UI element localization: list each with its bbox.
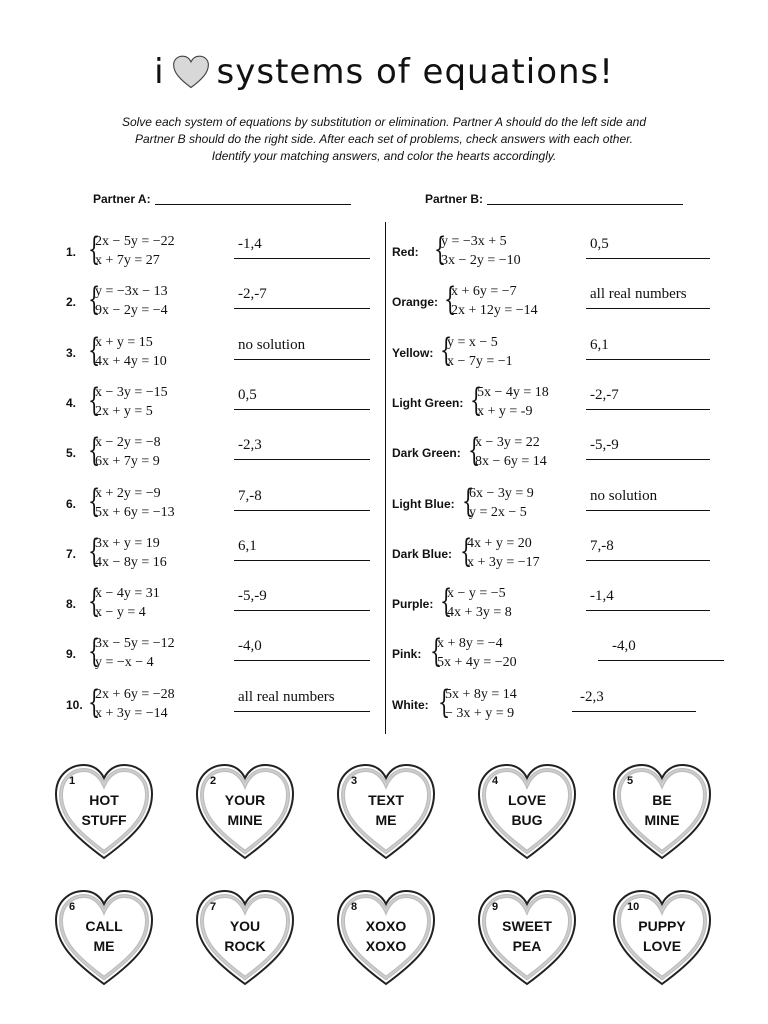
equation-1: x − 3y = −15	[95, 385, 168, 400]
equation-1: x + y = 15	[95, 335, 153, 350]
problem-number: 4.	[66, 396, 77, 410]
heart-message	[193, 916, 297, 956]
heart-number: 6	[69, 901, 76, 913]
heart-message-line-2: ROCK	[224, 938, 266, 954]
system-brace: {	[88, 381, 101, 419]
heart-message	[334, 916, 438, 956]
heart-message-line-1: SWEET	[502, 918, 552, 934]
heart-message-line-2: ME	[93, 938, 115, 954]
problem-number: 1.	[66, 245, 77, 259]
system-brace: {	[88, 632, 101, 670]
equation-2: x + 3y = −17	[467, 555, 540, 570]
equation-2: 9x − 2y = −4	[95, 303, 168, 318]
conversation-heart[interactable]	[610, 886, 714, 990]
equation-2: 4x + 3y = 8	[447, 605, 512, 620]
equation-system	[447, 333, 513, 371]
conversation-heart[interactable]	[52, 886, 156, 990]
partner-a-label: Partner A:	[93, 192, 151, 206]
equation-1: x − y = −5	[447, 586, 506, 601]
color-label: Pink:	[392, 647, 422, 661]
equation-2: 4x + 4y = 10	[95, 354, 167, 369]
color-label: Dark Green:	[392, 446, 461, 460]
answer-text[interactable]: -1,4	[238, 236, 262, 252]
equation-1: x + 6y = −7	[451, 284, 517, 299]
equation-2: y = 2x − 5	[469, 505, 527, 520]
equation-1: x + 2y = −9	[95, 486, 161, 501]
equation-1: 5x − 4y = 18	[477, 385, 549, 400]
color-label: Orange:	[392, 295, 439, 309]
partner-b-label: Partner B:	[425, 192, 484, 206]
problem-number: 9.	[66, 647, 77, 661]
system-brace: {	[88, 431, 101, 469]
answer-line	[586, 308, 710, 309]
equation-2: x − 7y = −1	[447, 354, 513, 369]
problem-number: 2.	[66, 295, 77, 309]
equation-system	[469, 484, 534, 522]
problem-number: 6.	[66, 497, 77, 511]
conversation-heart[interactable]	[193, 760, 297, 864]
equation-system	[441, 232, 521, 270]
heart-number: 1	[69, 775, 76, 787]
equation-system	[451, 282, 538, 320]
equation-1: x + 8y = −4	[437, 636, 503, 651]
system-brace: {	[434, 230, 447, 268]
equation-1: y = −3x − 13	[95, 284, 168, 299]
problem-number: 10.	[66, 698, 83, 712]
heart-message-line-1: BE	[652, 792, 672, 808]
instructions	[60, 114, 708, 165]
equation-2: 5x + 4y = −20	[437, 655, 517, 670]
answer-line	[572, 711, 696, 712]
answer-text[interactable]: -2,-7	[238, 286, 267, 302]
answer-text[interactable]: 6,1	[590, 337, 609, 353]
heart-number: 3	[351, 775, 358, 787]
conversation-heart[interactable]	[52, 760, 156, 864]
system-brace: {	[470, 381, 483, 419]
heart-message-line-2: MINE	[227, 812, 263, 828]
answer-text[interactable]: -5,-9	[238, 588, 267, 604]
heart-number: 4	[492, 775, 499, 787]
heart-message-line-1: CALL	[85, 918, 123, 934]
conversation-heart[interactable]	[475, 886, 579, 990]
system-brace: {	[468, 431, 481, 469]
instructions-line: Partner B should do the right side. After each set of problems, check answers with each other.	[134, 132, 634, 146]
partner-a-field[interactable]	[93, 192, 351, 206]
heart-number: 10	[627, 901, 640, 913]
conversation-heart[interactable]	[193, 886, 297, 990]
heart-message	[334, 790, 438, 830]
heart-message-line-2: LOVE	[642, 938, 682, 954]
system-brace: {	[88, 331, 101, 369]
equation-system	[445, 685, 517, 723]
partner-b-field[interactable]	[425, 192, 683, 206]
answer-text[interactable]: -4,0	[612, 638, 636, 654]
problem-number: 8.	[66, 597, 77, 611]
equation-1: y = −3x + 5	[441, 234, 507, 249]
problem-row	[0, 282, 768, 328]
answer-text[interactable]: -2,3	[238, 437, 262, 453]
system-brace: {	[440, 582, 453, 620]
heart-message	[475, 790, 579, 830]
equation-system	[467, 534, 540, 572]
partner-b-name-line[interactable]	[487, 194, 683, 205]
problem-row	[0, 383, 768, 429]
equation-1: 5x + 8y = 14	[445, 687, 517, 702]
system-brace: {	[430, 632, 443, 670]
conversation-heart[interactable]	[610, 760, 714, 864]
equation-2: 3x − 2y = −10	[441, 253, 521, 268]
heart-message-line-2: PEA	[512, 938, 542, 954]
answer-line	[586, 560, 710, 561]
title-text: systems of equations!	[216, 52, 614, 92]
system-brace: {	[460, 532, 473, 570]
answer-text[interactable]: no solution	[590, 488, 658, 504]
heart-message-line-1: YOUR	[224, 792, 266, 808]
equation-1: x − 2y = −8	[95, 435, 161, 450]
color-label: Light Green:	[392, 396, 464, 410]
equation-system	[447, 584, 512, 622]
equation-1: y = x − 5	[447, 335, 498, 350]
heart-message-line-1: LOVE	[507, 792, 547, 808]
answer-text[interactable]: no solution	[238, 337, 306, 353]
equation-1: x − 3y = 22	[475, 435, 540, 450]
answer-line	[586, 359, 710, 360]
answer-text[interactable]: 7,-8	[590, 538, 614, 554]
equation-system	[475, 433, 547, 471]
equation-system	[437, 634, 517, 672]
heart-message-line-1: YOU	[229, 918, 261, 934]
equation-2: 2x + y = 5	[95, 404, 153, 419]
problem-number: 5.	[66, 446, 77, 460]
problem-row	[0, 584, 768, 630]
page-title	[0, 52, 768, 92]
answer-text[interactable]: all real numbers	[590, 286, 687, 302]
equation-2: 5x + 6y = −13	[95, 505, 175, 520]
problem-number: 3.	[66, 346, 77, 360]
system-brace: {	[440, 331, 453, 369]
problem-row	[0, 634, 768, 680]
answer-text[interactable]: -2,-7	[590, 387, 619, 403]
heart-number: 2	[210, 775, 217, 787]
answer-text[interactable]: 0,5	[238, 387, 257, 403]
answer-line	[586, 510, 710, 511]
problem-row	[0, 484, 768, 530]
heart-message-line-2: XOXO	[365, 938, 407, 954]
color-label: Purple:	[392, 597, 434, 611]
answer-line	[586, 610, 710, 611]
color-label: Light Blue:	[392, 497, 455, 511]
problem-row	[0, 534, 768, 580]
heart-number: 7	[210, 901, 217, 913]
answer-text[interactable]: -1,4	[590, 588, 614, 604]
heart-message	[193, 790, 297, 830]
heart-number: 8	[351, 901, 358, 913]
conversation-heart[interactable]	[334, 760, 438, 864]
system-brace: {	[462, 482, 475, 520]
equation-2: x + 3y = −14	[95, 706, 168, 721]
system-brace: {	[88, 532, 101, 570]
equation-1: 2x − 5y = −22	[95, 234, 175, 249]
equation-1: 6x − 3y = 9	[469, 486, 534, 501]
answer-line	[586, 258, 710, 259]
answer-text[interactable]: -5,-9	[590, 437, 619, 453]
system-brace: {	[444, 280, 457, 318]
conversation-heart[interactable]	[475, 760, 579, 864]
problem-row	[0, 433, 768, 479]
partner-a-name-line[interactable]	[155, 194, 351, 205]
system-brace: {	[88, 683, 101, 721]
system-brace: {	[88, 280, 101, 318]
heart-number: 9	[492, 901, 499, 913]
equation-2: x + y = -9	[477, 404, 533, 419]
equation-2: 8x − 6y = 14	[475, 454, 547, 469]
color-label: White:	[392, 698, 429, 712]
heart-message-line-1: HOT	[89, 792, 119, 808]
answer-line	[598, 660, 724, 661]
heart-message	[52, 790, 156, 830]
instructions-line: Identify your matching answers, and color the hearts accordingly.	[211, 149, 557, 163]
heart-icon	[171, 55, 211, 89]
problem-row	[0, 232, 768, 278]
conversation-heart[interactable]	[334, 886, 438, 990]
heart-message-line-2: MINE	[644, 812, 680, 828]
equation-2: 4x − 8y = 16	[95, 555, 167, 570]
color-label: Dark Blue:	[392, 547, 453, 561]
heart-message-line-2: ME	[375, 812, 397, 828]
system-brace: {	[88, 230, 101, 268]
problem-row	[0, 333, 768, 379]
system-brace: {	[88, 582, 101, 620]
equation-1: 2x + 6y = −28	[95, 687, 175, 702]
equation-1: x − 4y = 31	[95, 586, 160, 601]
heart-message	[610, 790, 714, 830]
answer-text[interactable]: 0,5	[590, 236, 609, 252]
title-prefix: i	[154, 52, 165, 92]
answer-line	[586, 409, 710, 410]
equation-1: 3x + y = 19	[95, 536, 160, 551]
answer-text[interactable]: 6,1	[238, 538, 257, 554]
answer-text[interactable]: -2,3	[580, 689, 604, 705]
equation-2: y = −x − 4	[95, 655, 154, 670]
heart-message-line-2: BUG	[511, 812, 543, 828]
equation-2: − 3x + y = 9	[445, 706, 515, 721]
heart-message-line-2: STUFF	[81, 812, 127, 828]
heart-message	[610, 916, 714, 956]
equation-2: x + 7y = 27	[95, 253, 160, 268]
color-label: Red:	[392, 245, 419, 259]
equation-1: 3x − 5y = −12	[95, 636, 175, 651]
answer-text[interactable]: 7,-8	[238, 488, 262, 504]
system-brace: {	[438, 683, 451, 721]
system-brace: {	[88, 482, 101, 520]
heart-message	[475, 916, 579, 956]
problem-number: 7.	[66, 547, 77, 561]
color-label: Yellow:	[392, 346, 434, 360]
equation-2: 6x + 7y = 9	[95, 454, 160, 469]
equation-2: x − y = 4	[95, 605, 146, 620]
answer-text[interactable]: all real numbers	[238, 689, 335, 705]
equation-2: 2x + 12y = −14	[451, 303, 538, 318]
heart-number: 5	[627, 775, 634, 787]
heart-message-line-1: XOXO	[365, 918, 407, 934]
heart-message	[52, 916, 156, 956]
problem-row	[0, 685, 768, 731]
equation-1: 4x + y = 20	[467, 536, 532, 551]
instructions-line: Solve each system of equations by substitution or elimination. Partner A should do the left side and	[121, 115, 647, 129]
answer-line	[586, 459, 710, 460]
answer-text[interactable]: -4,0	[238, 638, 262, 654]
heart-message-line-1: PUPPY	[638, 918, 686, 934]
heart-message-line-1: TEXT	[368, 792, 404, 808]
equation-system	[477, 383, 549, 421]
